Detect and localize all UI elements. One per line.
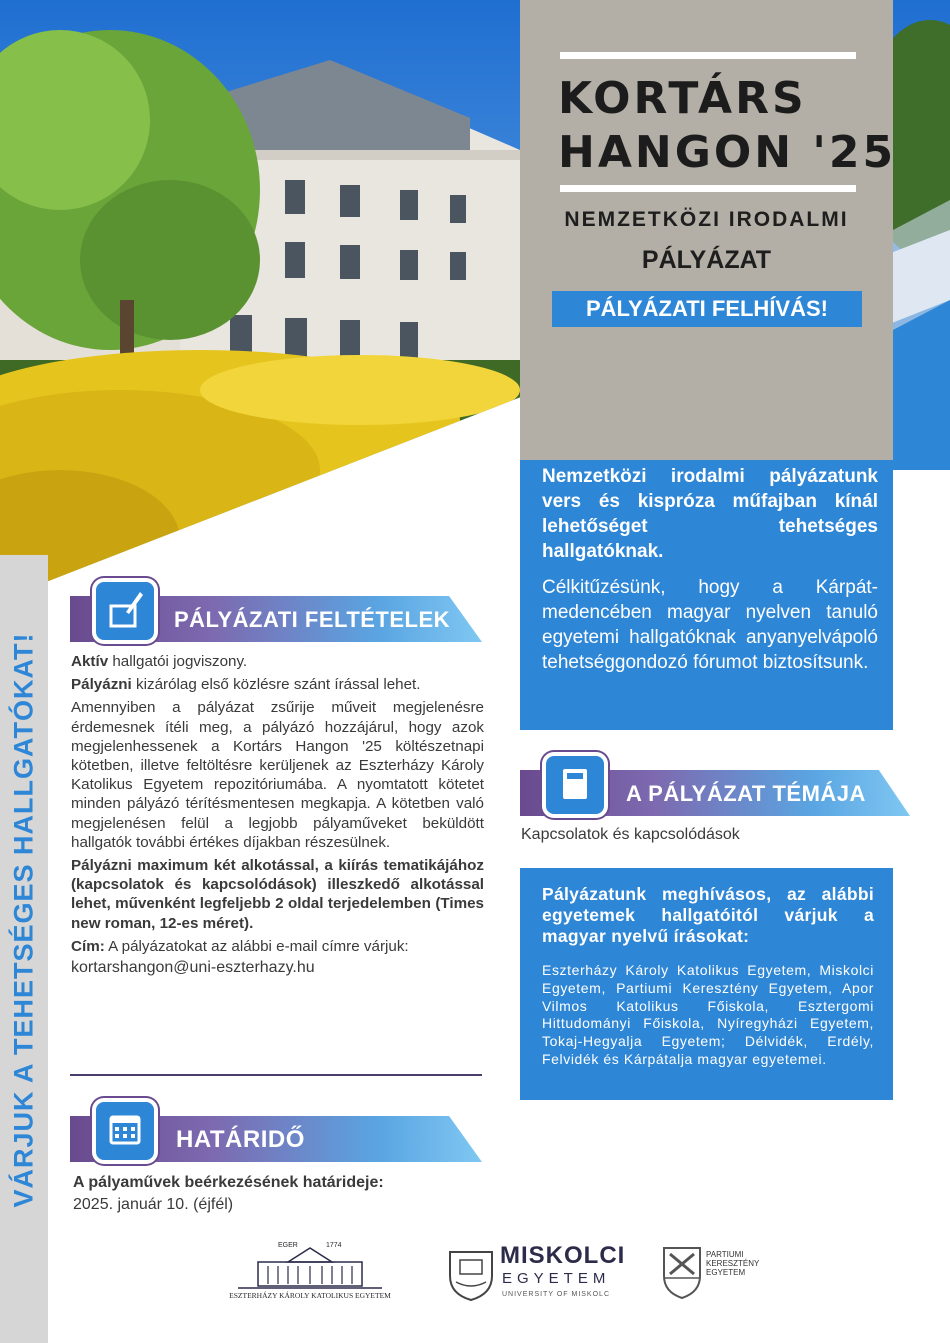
intro-bold-text: Nemzetközi irodalmi pályázatunk vers és kispróza műfajban kínál lehetőséget tehetséges hallgatóknak. xyxy=(542,466,878,562)
deadline-body xyxy=(73,1172,473,1216)
ekke-logo xyxy=(228,1242,392,1304)
title-block xyxy=(520,0,897,470)
calendar-icon xyxy=(92,1098,158,1164)
title-line-2: HANGON '25 xyxy=(558,127,897,178)
subtitle-line-1: NEMZETKÖZI IRODALMI xyxy=(564,208,849,231)
book-icon xyxy=(542,752,608,818)
conditions-body xyxy=(71,652,484,981)
miskolc-name-2: EGYETEM xyxy=(502,1270,611,1287)
cond-p1-text: hallgatói jogviszony. xyxy=(108,653,248,670)
ekke-year: 1774 xyxy=(326,1242,342,1249)
conditions-divider xyxy=(70,1074,482,1076)
universities-list: Eszterházy Károly Katolikus Egyetem, Miskolci Egyetem, Partiumi Keresztény Egyetem, Apor Vilmos Katolikus Főiskola, Esztergomi Hittudományi Főiskola, Nyíregyházi Egyetem, Tokaj-Hegyalja Egyetem; Délvidék, Erdély, Felvidék és Kárpátalja magyar egyetemei. xyxy=(542,962,874,1067)
partium-name-1: PARTIUMI xyxy=(706,1250,744,1259)
deadline-date: 2025. január 10. (éjfél) xyxy=(73,1196,234,1213)
title-line-1: KORTÁRS xyxy=(558,73,807,124)
cond-p4-text: Pályázni maximum két alkotással, a kiírás tematikájához (kapcsolatok és kapcsolódások) illeszkedő alkotással lehet, művenként legfeljebb 2 oldal terjedelemben (Times new roman, 12-es méret). xyxy=(71,857,484,932)
ekke-building-icon xyxy=(228,1242,392,1290)
cond-p5-bold: Cím: xyxy=(71,937,105,955)
title-rule-top xyxy=(560,52,856,59)
cond-p1-bold: Aktív xyxy=(71,653,109,670)
ekke-city: EGER xyxy=(278,1242,298,1249)
miskolc-name-1: MISKOLCI xyxy=(500,1242,626,1269)
intro-regular-text: Célkitűzésünk, hogy a Kárpát-medencében magyar nyelven tanuló egyetemi hallgatóknak anyanyelvápoló tehetséggondozó fórumot biztosítsunk. xyxy=(542,577,878,673)
intro-box xyxy=(520,460,893,730)
partium-name-2: KERESZTÉNY xyxy=(706,1259,760,1268)
deadline-label: A pályaművek beérkezésének határideje: xyxy=(73,1174,384,1191)
quill-paper-icon xyxy=(92,578,158,644)
title-rule-bottom xyxy=(560,185,856,192)
universities-box xyxy=(520,868,893,1100)
cond-p3-text: Amennyiben a pályázat zsűrije műveit megjelenésre érdemesnek ítéli meg, a pályázó hozzájárul, hogy azok megjelenhessenek a Kortárs Hangon '25 költészetnapi kötetben, illetve feltöltésre kerüljenek az Eszterházy Károly Katolikus Egyetem repozitóriumába. A nyomtatott kötetet minden pályázó térítésmentesen megkapja. A kötetben való megjelenésen felül a legjobb pályaműveket beküldött hallgatók további értékes díjakban részesülnek. xyxy=(71,699,484,851)
partium-crest-icon xyxy=(660,1244,704,1300)
universities-heading: Pályázatunk meghívásos, az alábbi egyetemek hallgatóitól várjuk a magyar nyelvű írásokat: xyxy=(542,884,874,946)
cond-p5-text: A pályázatokat az alábbi e-mail címre várjuk: xyxy=(104,937,409,955)
deadline-heading: HATÁRIDŐ xyxy=(176,1126,305,1153)
call-badge: PÁLYÁZATI FELHÍVÁS! xyxy=(552,291,862,327)
theme-heading: A PÁLYÁZAT TÉMÁJA xyxy=(626,781,866,806)
cond-p2-bold: Pályázni xyxy=(71,676,132,694)
contact-email[interactable]: kortarshangon@uni-eszterhazy.hu xyxy=(71,959,315,977)
cond-p2-text: kizárólag első közlésre szánt írással lehet. xyxy=(131,676,421,694)
theme-text: Kapcsolatok és kapcsolódások xyxy=(521,826,740,843)
miskolc-crest-icon xyxy=(444,1246,498,1302)
side-banner-text: VÁRJUK A TEHETSÉGES HALLGATÓKAT! xyxy=(8,632,39,1208)
miskolc-name-3: UNIVERSITY OF MISKOLC xyxy=(502,1291,610,1298)
partium-name-3: EGYETEM xyxy=(706,1268,746,1277)
subtitle-line-2: PÁLYÁZAT xyxy=(641,246,772,274)
conditions-heading: PÁLYÁZATI FELTÉTELEK xyxy=(174,607,451,632)
ekke-name: ESZTERHÁZY KÁROLY KATOLIKUS EGYETEM xyxy=(229,1291,391,1300)
